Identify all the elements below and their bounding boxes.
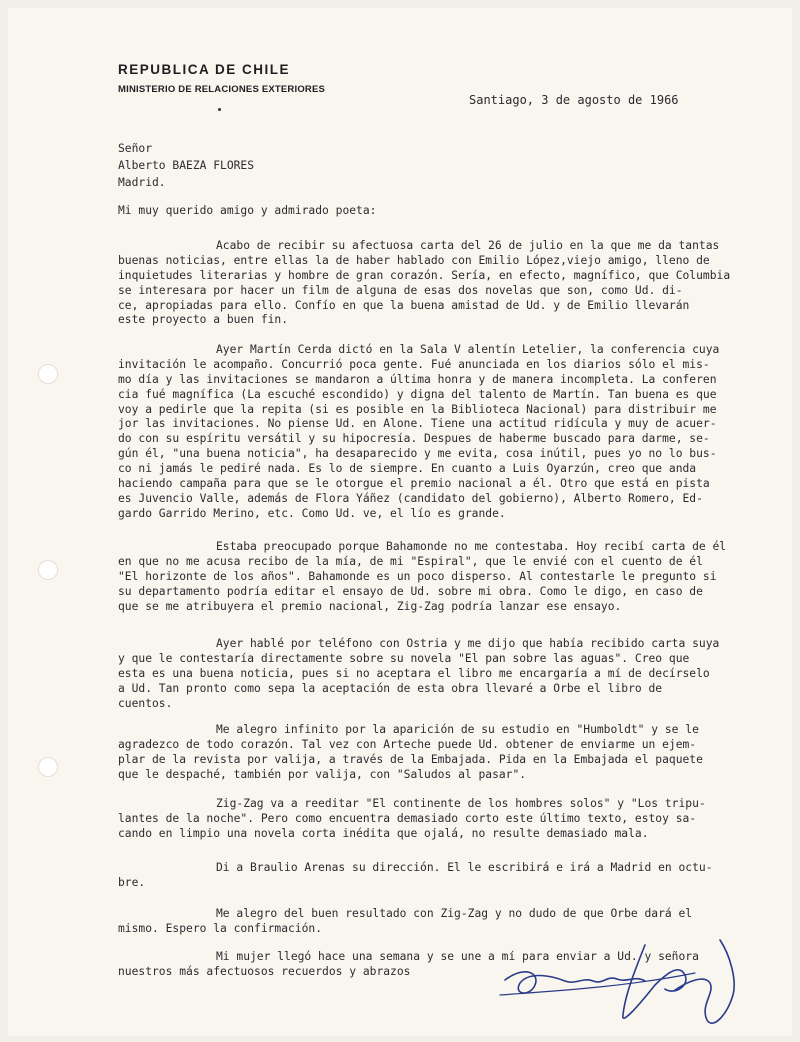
paragraph-line: plar de la revista por valija, a través de la Embajada. Pida en la Embajada el paquete	[118, 753, 703, 766]
paragraph-line: agradezco de todo corazón. Tal vez con Arteche puede Ud. obtener de enviarme un ejem-	[118, 738, 697, 751]
paragraph-line: en que no me acusa recibo de la mía, de mi "Espiral", que le envié con el cuento de él	[118, 555, 703, 568]
paragraph-line: lantes de la noche". Pero como encuentra demasiado corto este último texto, estoy sa-	[118, 812, 697, 825]
paragraph-line: Ayer Martín Cerda dictó en la Sala V alentín Letelier, la conferencia cuya	[216, 343, 720, 356]
paragraph-line: se interesara por hacer un film de alguna de esas dos novelas que son, como Ud. di-	[118, 284, 683, 297]
signature	[495, 925, 745, 1035]
paragraph-line: su departamento podría editar el ensayo de Ud. sobre mi obra. Como le digo, en caso de	[118, 585, 703, 598]
paragraph-line: Ayer hablé por teléfono con Ostria y me dijo que había recibido carta suya	[216, 637, 720, 650]
letter-date: Santiago, 3 de agosto de 1966	[469, 93, 679, 107]
paragraph-line: cuentos.	[118, 697, 173, 710]
paragraph-line: nuestros más afectuosos recuerdos y abrazos	[118, 965, 411, 978]
letterhead-ministry: MINISTERIO DE RELACIONES EXTERIORES	[118, 84, 326, 95]
recipient-line: Madrid.	[118, 176, 166, 189]
paragraph-line: invitación le acompaño. Concurrió poca gente. Fué anunciada en los diarios sólo el mis-	[118, 358, 710, 371]
paragraph-line: y que le contestaría directamente sobre su novela "El pan sobre las aguas". Creo que	[118, 652, 690, 665]
signature-stroke-3	[675, 940, 734, 1023]
paragraph-line: Me alegro infinito por la aparición de su estudio en "Humboldt" y se le	[216, 723, 699, 736]
punch-hole-bottom	[38, 757, 58, 777]
paragraph-line: que le despaché, también por valija, con "Saludos al pasar".	[118, 768, 527, 781]
paragraph-line: mismo. Espero la confirmación.	[118, 922, 323, 935]
paragraph-line: do con su espíritu versátil y su hipocresía. Despues de haberme buscado para darme, se-	[118, 432, 710, 445]
paragraph-line: mo día y las invitaciones se mandaron a última honra y de manera incompleta. La conferen	[118, 373, 717, 386]
paragraph-line: cia fué magnífica (La escuché escondido) y digna del talento de Martín. Tan buena es que	[118, 388, 717, 401]
paragraph-line: buenas noticias, entre ellas la de haber hablado con Emilio López,viejo amigo, lleno de	[118, 254, 710, 267]
letterhead-country: REPUBLICA DE CHILE	[118, 62, 291, 77]
recipient-line: Alberto BAEZA FLORES	[118, 159, 255, 172]
paragraph-line: que se me atribuyera el premio nacional, Zig-Zag podría lanzar ese ensayo.	[118, 600, 622, 613]
signature-stroke-2	[623, 945, 686, 1018]
recipient-line: Señor	[118, 142, 153, 155]
salutation: Mi muy querido amigo y admirado poeta:	[118, 204, 377, 217]
paragraph-line: inquietudes literarias y hombre de gran corazón. Sería, en efecto, magnífico, que Columbia	[118, 269, 731, 282]
paragraph-line: Estaba preocupado porque Bahamonde no me contestaba. Hoy recibí carta de él	[216, 540, 727, 553]
paragraph-line: gún él, "una buena noticia", ha desaparecido y me evita, cosa inútil, pues yo no lo bus-	[118, 447, 717, 460]
paragraph-line: bre.	[118, 876, 146, 889]
paragraph-line: este proyecto a buen fin.	[118, 313, 289, 326]
paragraph-line: jor las invitaciones. No piense Ud. en Alone. Tiene una actitud ridícula y muy de acuer-	[118, 417, 717, 430]
paragraph-line: Me alegro del buen resultado con Zig-Zag y no dudo de que Orbe dará el	[216, 907, 693, 920]
paragraph-line: voy a pedirle que la repita (si es posible en la Biblioteca Nacional) para distribuir me	[118, 403, 717, 416]
paragraph-line: a Ud. Tan pronto como sepa la aceptación de esta obra llevaré a Orbe el libro de	[118, 682, 663, 695]
paragraph-line: gardo Garrido Merino, etc. Como Ud. ve, el lío es grande.	[118, 507, 506, 520]
paragraph-line: Zig-Zag va a reeditar "El continente de los hombres solos" y "Los tripu-	[216, 797, 706, 810]
paragraph-line: es Juvencio Valle, además de Flora Yáñez (candidato del gobierno), Alberto Romero, Ed-	[118, 492, 703, 505]
paragraph-line: Mi mujer llegó hace una semana y se une a mí para enviar a Ud. y señora	[216, 950, 699, 963]
paragraph-line: co ni jamás le pediré nada. Es lo de siempre. En cuanto a Luis Oyarzún, creo que anda	[118, 462, 697, 475]
paragraph-line: esta es una buena noticia, pues si no aceptara el libro me encargaría a mí de decírselo	[118, 667, 710, 680]
paragraph-line: Acabo de recibir su afectuosa carta del 26 de julio en la que me da tantas	[216, 239, 720, 252]
letterhead-dot	[218, 108, 221, 111]
paragraph-line: ce, apropiadas para ello. Confío en que la buena amistad de Ud. y de Emilio llevarán	[118, 299, 690, 312]
paragraph-line: haciendo campaña para que se le otorgue el premio nacional a él. Otro que está en pista	[118, 477, 710, 490]
paragraph-line: "El horizonte de los años". Bahamonde es un poco disperso. Al contestarle le pregunto si	[118, 570, 717, 583]
paragraph-line: Di a Braulio Arenas su dirección. El le escribirá e irá a Madrid en octu-	[216, 861, 713, 874]
punch-hole-top	[38, 364, 58, 384]
paragraph-line: cando en limpio una novela corta inédita que ojalá, no resulte demasiado mala.	[118, 827, 649, 840]
punch-hole-middle	[38, 560, 58, 580]
